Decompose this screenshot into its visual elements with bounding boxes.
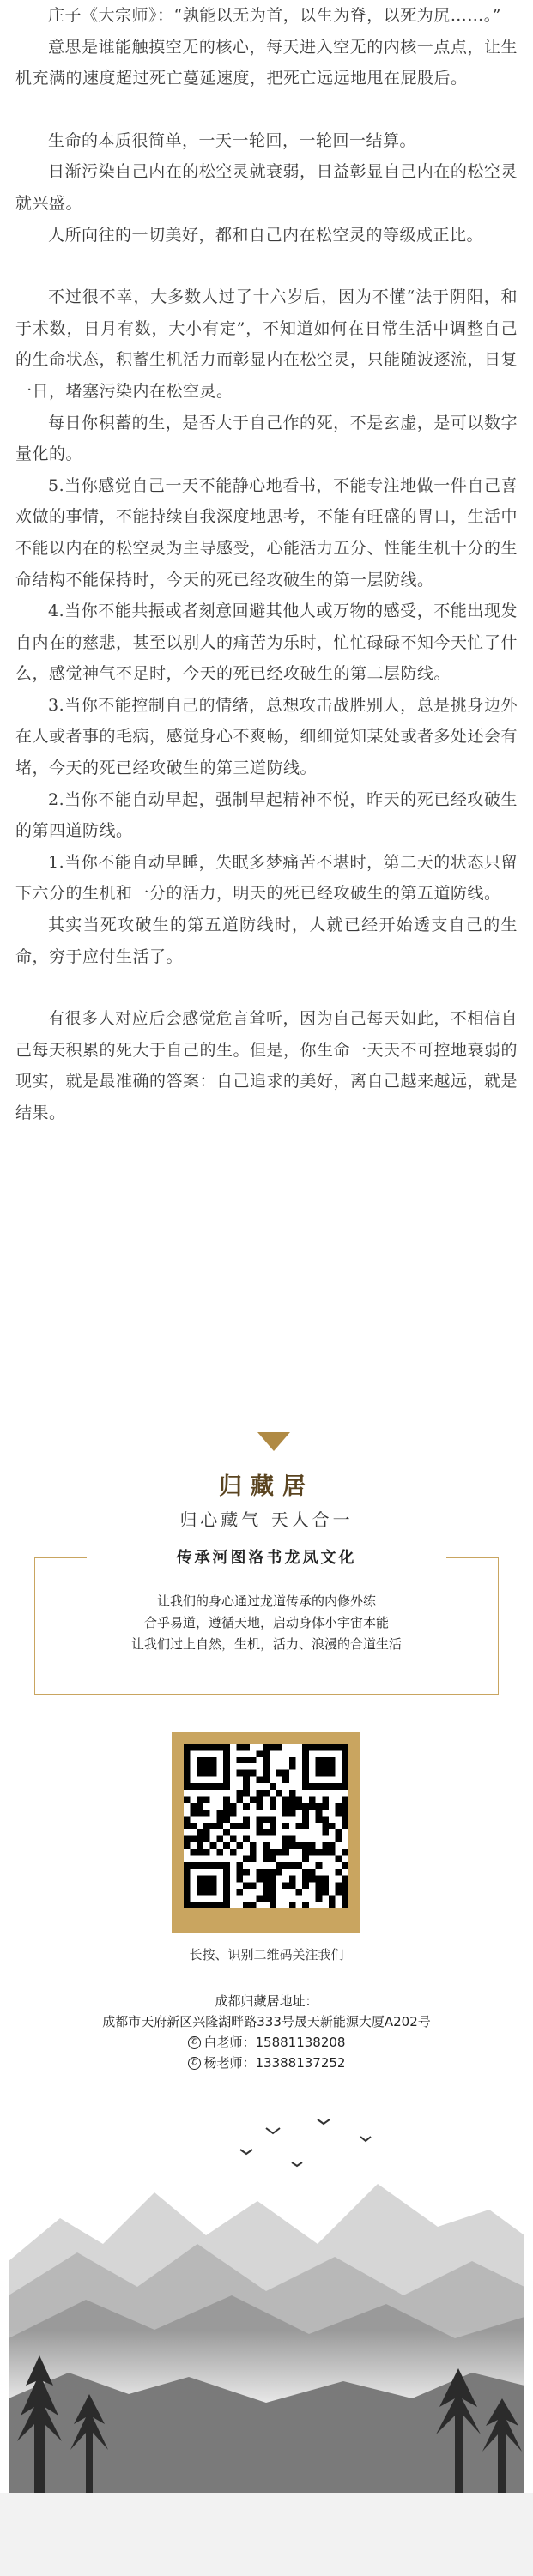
culture-box [34,1549,499,1695]
article-paragraph: 人所向往的一切美好，都和自己内在松空灵的等级成正比。 [48,225,484,245]
article-paragraph: 意思是谁能触摸空无的核心，每天进入空无的内核一点点，让生机充满的速度超过死亡蔓延速度，把死亡远远地甩在屁股后。 [15,37,518,88]
culture-line: 让我们的身心通过龙道传承的内修外练 [156,1593,376,1609]
phone-icon: ✆ [188,2036,201,2049]
qr-code-frame [172,1732,360,1933]
culture-line: 合乎易道，遵循天地，启动身体小宇宙本能 [143,1615,389,1630]
culture-box-lines [35,1591,498,1655]
article-paragraph: 庄子《大宗师》：“孰能以无为首，以生为脊，以死为尻……。” [48,6,501,25]
article-paragraph: 生命的本质很简单，一天一轮回，一轮回一结算。 [48,130,417,150]
brand-slogan: 归心藏气 天人合一 [179,1509,354,1530]
qr-code-icon[interactable] [184,1744,348,1908]
culture-box-title: 传承河图洛书龙凤文化 [87,1546,446,1570]
culture-line: 让我们过上自然，生机，活力、浪漫的合道生活 [130,1636,402,1652]
address-label: 成都归藏居地址： [215,1993,318,2009]
article-paragraph: 3.当你不能控制自己的情绪，总想攻击战胜别人，总是挑身边外在人或者事的毛病，感觉身心不爽畅，细细觉知某处或者多处还会有堵，今天的死已经攻破生的第三道防线。 [15,695,518,778]
article-paragraph: 其实当死攻破生的第五道防线时，人就已经开始透支自己的生命，穷于应付生活了。 [15,916,518,966]
article-paragraph: 日渐污染自己内在的松空灵就衰弱，日益彰显自己内在的松空灵就兴盛。 [15,162,518,213]
article-paragraph: 4.当你不能共振或者刻意回避其他人或万物的感受，不能出现发自内在的慈悲，甚至以别人的痛苦为乐时，忙忙碌碌不知今天忙了什么，感觉神气不足时，今天的死已经攻破生的第二层防线。 [15,602,518,684]
article-body [15,0,518,1129]
article-paragraph: 不过很不幸，大多数人过了十六岁后，因为不懂“法于阴阳，和于术数，日月有数，大小有定”，不知道如何在日常生活中调整自己的生命状态，积蓄生机活力而彰显内在松空灵，只能随波逐流，日复一日，堵塞污染内在松空灵。 [15,287,518,401]
paragraph-spacer [15,94,518,125]
paragraph-spacer [15,972,518,1003]
promo-card [9,1420,524,2493]
article-paragraph: 1.当你不能自动早睡，失眠多梦痛苦不堪时，第二天的状态只留下六分的生机和一分的活力，明天的死已经攻破生的第五道防线。 [15,852,518,904]
triangle-ornament-icon [257,1432,290,1451]
flying-birds [240,2119,371,2166]
brand-name: 归藏居 [219,1473,314,1500]
article-paragraph: 2.当你不能自动早起，强制早起精神不悦，昨天的死已经攻破生的第四道防线。 [15,789,518,841]
contact-bai[interactable] [9,2032,524,2053]
contact-yang-text: 杨老师：13388137252 [203,2055,346,2071]
contact-yang[interactable] [9,2053,524,2073]
qr-caption: 长按、识别二维码关注我们 [189,1947,344,1962]
paragraph-spacer [15,251,518,281]
address-text: 成都市天府新区兴隆湖畔路333号晟天新能源大厦A202号 [102,2014,431,2029]
article-paragraph: 5.当你感觉自己一天不能静心地看书，不能专注地做一件自己喜欢做的事情，不能持续自我深度地思考，不能有旺盛的胃口，生活中不能以内在的松空灵为主导感受，心能活力五分、性能生机十分的生命结构不能保持时，今天的死已经攻破生的第一层防线。 [15,475,518,590]
article-paragraph: 有很多人对应后会感觉危言耸听，因为自己每天如此，不相信自己每天积累的死大于自己的生。但是，你生命一天天不可控地衰弱的现实，就是最准确的答案：自己追求的美好，离自己越来越远，就是结果。 [15,1009,518,1122]
ink-landscape-illustration [9,2115,524,2493]
phone-icon: ✆ [188,2057,201,2070]
article-paragraph: 每日你积蓄的生，是否大于自己作的死，不是玄虚，是可以数字量化的。 [15,413,518,464]
page-footer [0,2493,533,2576]
contact-bai-text: 白老师：15881138208 [203,2035,346,2050]
address-block [9,1991,524,2073]
